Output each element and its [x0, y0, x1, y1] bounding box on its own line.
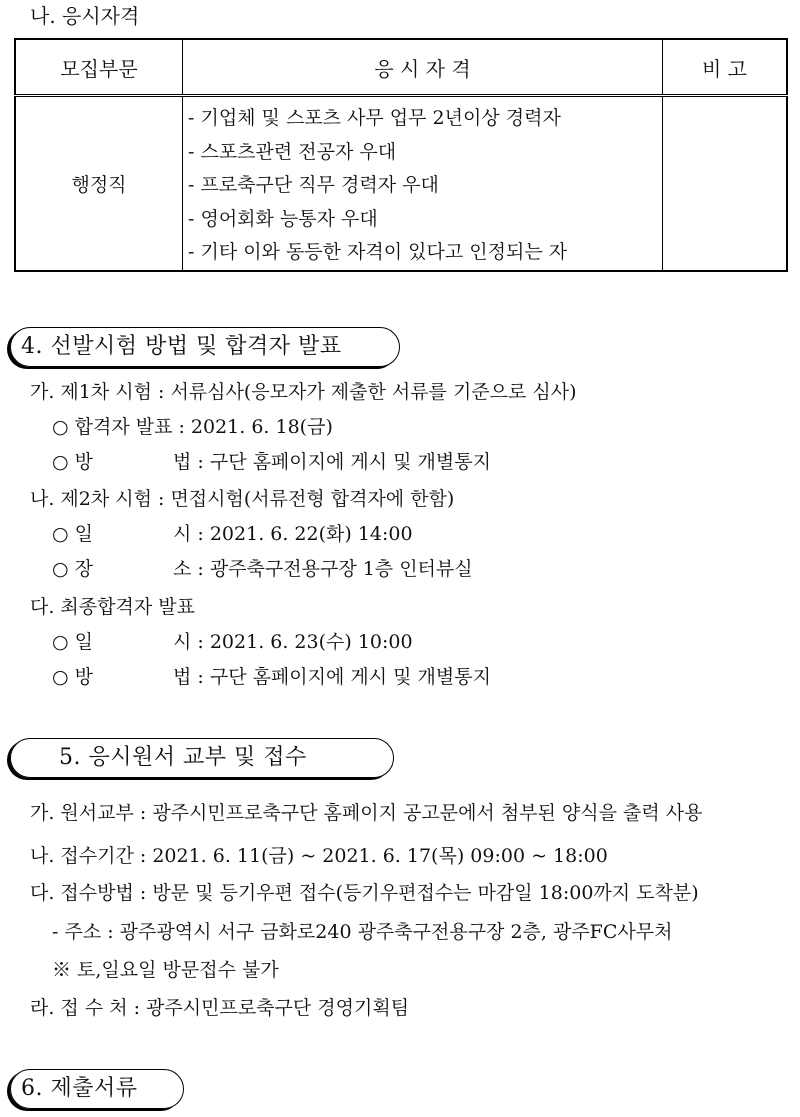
second-exam-place-label: ○ 장	[52, 558, 93, 580]
department-cell: 행정직	[15, 96, 183, 271]
first-exam-announce: ○ 합격자 발표 : 2021. 6. 18(금)	[52, 416, 333, 438]
application-period: 나. 접수기간 : 2021. 6. 11(금) ~ 2021. 6. 17(목) 09:00 ~ 18:00	[30, 845, 608, 867]
qualification-table	[14, 38, 788, 272]
second-exam-date-value: 시 : 2021. 6. 22(화) 14:00	[173, 523, 413, 545]
first-exam-title: 가. 제1차 시험 : 서류심사(응모자가 제출한 서류를 기준으로 심사)	[30, 381, 577, 403]
table-header-row	[15, 39, 787, 96]
second-exam-date-label: ○ 일	[52, 523, 93, 545]
section4-heading: 4. 선발시험 방법 및 합격자 발표	[10, 327, 400, 367]
second-exam-title: 나. 제2차 시험 : 면접시험(서류전형 합격자에 한함)	[30, 488, 455, 510]
second-exam-place-value: 소 : 광주축구전용구장 1층 인터뷰실	[173, 558, 473, 580]
qualification-item: - 프로축구단 직무 경력자 우대	[188, 174, 439, 196]
final-result-date-label: ○ 일	[52, 631, 93, 653]
qualification-item: - 스포츠관련 전공자 우대	[188, 140, 397, 163]
header-department: 모집부문	[15, 39, 183, 96]
header-remark: 비 고	[663, 39, 788, 96]
remark-cell	[663, 96, 788, 271]
qualification-list	[183, 96, 663, 271]
section6-heading: 6. 제출서류	[10, 1069, 184, 1109]
application-office: 라. 접 수 처 : 광주시민프로축구단 경영기획팀	[30, 997, 410, 1019]
first-exam-method-label: ○ 방	[52, 451, 93, 473]
qualification-item: - 기타 이와 동등한 자격이 있다고 인정되는 자	[188, 241, 568, 263]
first-exam-method-value: 법 : 구단 홈페이지에 게시 및 개별통지	[173, 451, 491, 473]
final-result-method-value: 법 : 구단 홈페이지에 게시 및 개별통지	[173, 666, 491, 688]
header-qualification: 응 시 자 격	[183, 39, 663, 96]
final-result-date-value: 시 : 2021. 6. 23(수) 10:00	[173, 631, 413, 653]
section5-heading: 5. 응시원서 교부 및 접수	[10, 738, 394, 778]
application-note: ※ 토,일요일 방문접수 불가	[52, 959, 279, 981]
table-row	[15, 96, 787, 271]
qualification-item: - 영어회화 능통자 우대	[188, 207, 378, 230]
application-method: 다. 접수방법 : 방문 및 등기우편 접수(등기우편접수는 마감일 18:00까지 도착분)	[30, 882, 699, 904]
application-address: - 주소 : 광주광역시 서구 금화로240 광주축구전용구장 2층, 광주FC사무처	[52, 921, 673, 943]
final-result-title: 다. 최종합격자 발표	[30, 596, 195, 618]
application-distribution: 가. 원서교부 : 광주시민프로축구단 홈페이지 공고문에서 첨부된 양식을 출력 사용	[30, 802, 703, 824]
sub-heading: 나. 응시자격	[30, 4, 140, 28]
final-result-method-label: ○ 방	[52, 666, 93, 688]
qualification-item: - 기업체 및 스포츠 사무 업무 2년이상 경력자	[188, 107, 561, 129]
